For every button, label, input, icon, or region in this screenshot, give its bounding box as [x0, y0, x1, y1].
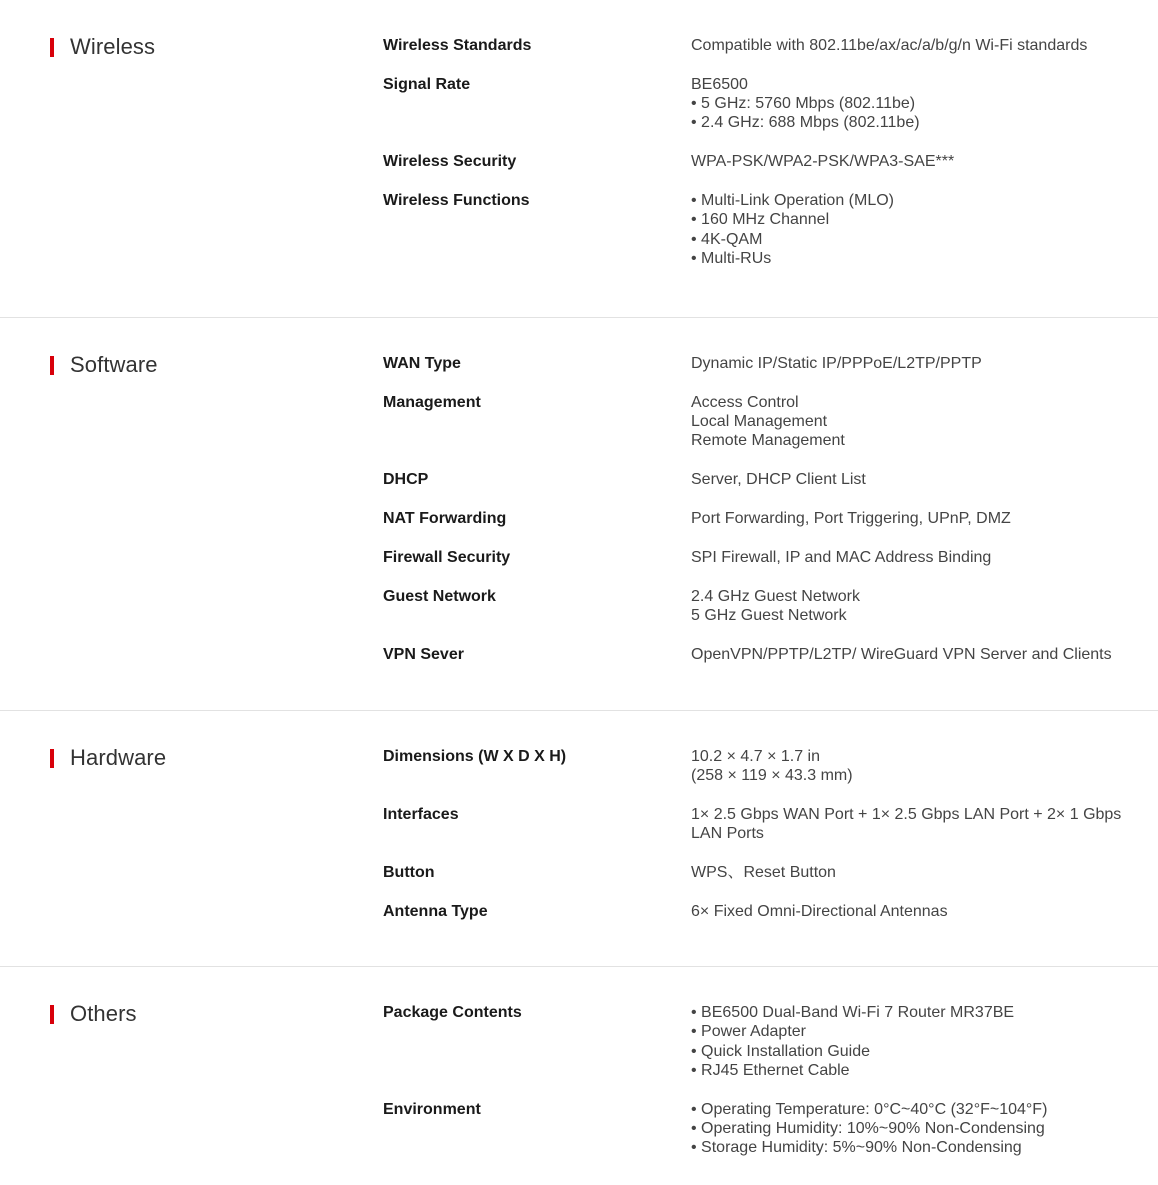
spec-rows — [383, 36, 1138, 288]
section-heading — [50, 34, 155, 60]
spec-values — [691, 509, 1138, 528]
spec-label: Environment — [383, 1100, 481, 1118]
section-title: Others — [70, 1001, 137, 1026]
spec-value: 5 GHz Guest Network — [691, 606, 847, 624]
spec-row — [383, 805, 1138, 844]
spec-label: Guest Network — [383, 587, 496, 605]
spec-row — [383, 1003, 1138, 1080]
spec-label: Button — [383, 864, 435, 882]
spec-label: Wireless Functions — [383, 191, 530, 209]
spec-label: Firewall Security — [383, 548, 511, 566]
spec-row — [383, 470, 1138, 489]
spec-values — [691, 548, 1138, 567]
spec-value: • 5 GHz: 5760 Mbps (802.11be) — [691, 95, 916, 113]
spec-value: • 160 MHz Channel — [691, 211, 830, 229]
section-heading — [50, 352, 158, 378]
spec-value: 6× Fixed Omni-Directional Antennas — [691, 902, 948, 920]
spec-row — [383, 548, 1138, 567]
spec-value: Access Control — [691, 393, 799, 411]
spec-row — [383, 354, 1138, 373]
spec-label: Antenna Type — [383, 902, 488, 920]
spec-rows — [383, 747, 1138, 941]
spec-row — [383, 393, 1138, 451]
spec-label: DHCP — [383, 471, 429, 489]
spec-value: (258 × 119 × 43.3 mm) — [691, 767, 853, 785]
spec-value: Local Management — [691, 413, 828, 431]
red-accent-bar — [50, 1005, 54, 1024]
spec-value: WPA-PSK/WPA2-PSK/WPA3-SAE*** — [691, 153, 955, 171]
spec-value: • 4K-QAM — [691, 230, 763, 248]
spec-row — [383, 152, 1138, 171]
spec-row — [383, 191, 1138, 268]
spec-row — [383, 75, 1138, 133]
spec-values — [691, 191, 1138, 268]
spec-label: Management — [383, 393, 481, 411]
spec-value: Server, DHCP Client List — [691, 471, 866, 489]
spec-value: • 2.4 GHz: 688 Mbps (802.11be) — [691, 114, 920, 132]
spec-value: • Operating Humidity: 10%~90% Non-Condensing — [691, 1119, 1045, 1137]
spec-label: Dimensions (W X D X H) — [383, 748, 567, 765]
spec-values — [691, 587, 1138, 626]
red-accent-bar — [50, 38, 54, 57]
spec-row — [383, 509, 1138, 528]
spec-values — [691, 863, 1138, 882]
spec-value: • Power Adapter — [691, 1023, 806, 1041]
spec-values — [691, 1003, 1138, 1080]
spec-values — [691, 470, 1138, 489]
spec-label: WAN Type — [383, 355, 461, 372]
section-heading — [50, 745, 166, 771]
spec-value: • Storage Humidity: 5%~90% Non-Condensing — [691, 1139, 1022, 1157]
spec-row — [383, 863, 1138, 882]
spec-label: Interfaces — [383, 806, 459, 824]
spec-label: VPN Sever — [383, 645, 464, 663]
spec-value: SPI Firewall, IP and MAC Address Binding — [691, 548, 992, 566]
section-title: Hardware — [70, 745, 167, 770]
section-hardware — [0, 711, 1158, 967]
spec-values — [691, 1100, 1138, 1158]
spec-values — [691, 805, 1138, 844]
spec-value: 10.2 × 4.7 × 1.7 in — [691, 748, 820, 765]
section-others — [0, 967, 1158, 1185]
spec-values — [691, 354, 1138, 373]
spec-label: Wireless Security — [383, 153, 517, 171]
spec-values — [691, 36, 1138, 55]
spec-value: • Multi-Link Operation (MLO) — [691, 191, 894, 209]
spec-value: Dynamic IP/Static IP/PPPoE/L2TP/PPTP — [691, 355, 982, 372]
section-title: Software — [70, 352, 158, 377]
section-heading — [50, 1001, 137, 1027]
spec-values — [691, 902, 1138, 921]
spec-value: • Operating Temperature: 0°C~40°C (32°F~104°F) — [691, 1100, 1048, 1118]
spec-label: Signal Rate — [383, 75, 471, 93]
spec-value: Port Forwarding, Port Triggering, UPnP, DMZ — [691, 509, 1011, 527]
spec-value: OpenVPN/PPTP/L2TP/ WireGuard VPN Server and Clients — [691, 645, 1112, 663]
spec-value: WPS、Reset Button — [691, 864, 836, 882]
spec-label: NAT Forwarding — [383, 509, 507, 527]
red-accent-bar — [50, 749, 54, 768]
spec-label: Wireless Standards — [383, 37, 532, 54]
spec-rows — [383, 1003, 1138, 1177]
spec-values — [691, 393, 1138, 451]
spec-value: BE6500 — [691, 75, 748, 93]
spec-value: Compatible with 802.11be/ax/ac/a/b/g/n Wi-Fi standards — [691, 37, 1088, 54]
spec-label: Package Contents — [383, 1004, 522, 1021]
spec-value: 1× 2.5 Gbps WAN Port + 1× 2.5 Gbps LAN Port + 2× 1 Gbps — [691, 806, 1122, 824]
spec-row — [383, 902, 1138, 921]
spec-values — [691, 747, 1138, 786]
spec-value: • Quick Installation Guide — [691, 1042, 871, 1060]
red-accent-bar — [50, 356, 54, 375]
spec-values — [691, 75, 1138, 133]
section-software — [0, 318, 1158, 711]
spec-values — [691, 645, 1138, 664]
spec-value: LAN Ports — [691, 825, 764, 843]
spec-row — [383, 645, 1138, 664]
spec-row — [383, 36, 1138, 55]
spec-rows — [383, 354, 1138, 683]
spec-value: 2.4 GHz Guest Network — [691, 587, 860, 605]
section-wireless — [0, 0, 1158, 318]
spec-row — [383, 747, 1138, 786]
spec-values — [691, 152, 1138, 171]
spec-value: • RJ45 Ethernet Cable — [691, 1061, 850, 1079]
spec-value: • Multi-RUs — [691, 249, 772, 267]
spec-value: Remote Management — [691, 432, 845, 450]
section-title: Wireless — [70, 34, 156, 59]
spec-value: • BE6500 Dual-Band Wi-Fi 7 Router MR37BE — [691, 1004, 1015, 1021]
spec-row — [383, 587, 1138, 626]
spec-row — [383, 1100, 1138, 1158]
